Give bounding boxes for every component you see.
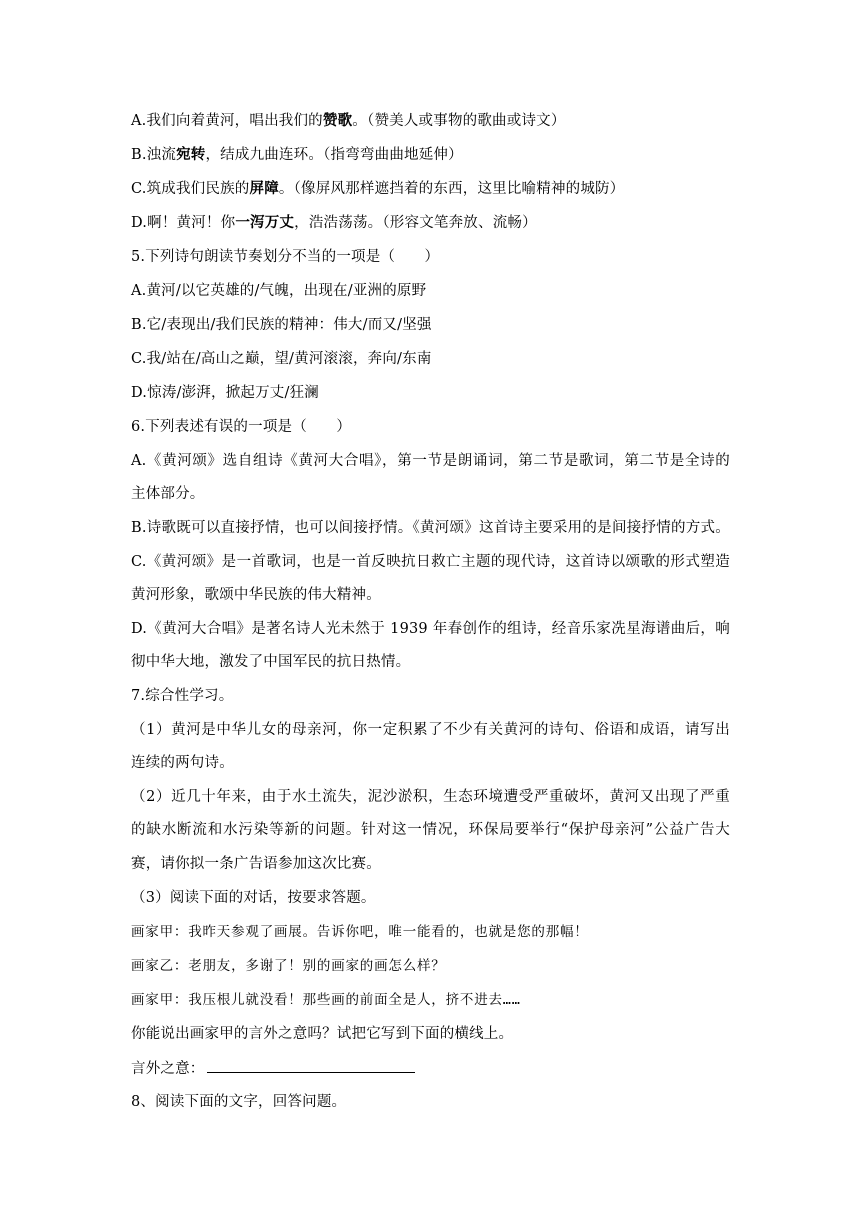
q4-option-d: D.啊！黄河！你一泻万丈，浩浩荡荡。（形容文笔奔放、流畅） [131, 214, 537, 231]
q6-option-c-line2: 黄河形象，歌颂中华民族的伟大精神。 [131, 587, 381, 603]
q5-option-a: A.黄河/以它英雄的/气魄，出现在/亚洲的原野 [131, 283, 427, 299]
q6-option-b: B.诗歌既可以直接抒情，也可以间接抒情。《黄河颂》这首诗主要采用的是间接抒情的方式。 [131, 520, 730, 536]
q4-option-a: A.我们向着黄河，唱出我们的赞歌。（赞美人或事物的歌曲或诗文） [131, 112, 566, 129]
q7-part1-line1: （1）黄河是中华儿女的母亲河，你一定积累了不少有关黄河的诗句、俗语和成语，请写出 [131, 722, 730, 738]
answer-label: 言外之意： [131, 1061, 205, 1077]
q4-option-b-word: 宛转 [176, 146, 206, 163]
q5-option-b: B.它/表现出/我们民族的精神：伟大/而又/坚强 [131, 317, 432, 333]
q7-stem: 7.综合性学习。 [131, 688, 234, 704]
q4-option-b: B.浊流宛转，结成九曲连环。（指弯弯曲曲地延伸） [131, 146, 463, 163]
q7-part2-line1: （2）近几十年来，由于水土流失，泥沙淤积，生态环境遭受严重破坏，黄河又出现了严重 [131, 789, 730, 805]
q6-stem: 6.下列表述有误的一项是（ ） [131, 419, 352, 435]
q4-option-c-word: 屏障 [249, 180, 279, 197]
dialog-line-2: 画家乙：老朋友，多谢了！别的画家的画怎么样？ [131, 958, 446, 974]
dialog-line-1: 画家甲：我昨天参观了画展。告诉你吧，唯一能看的，也就是您的那幅！ [131, 924, 589, 940]
q5-option-d: D.惊涛/澎湃，掀起万丈/狂澜 [131, 385, 319, 401]
q7-part3-stem: （3）阅读下面的对话，按要求答题。 [131, 890, 376, 906]
q6-option-c-line1: C.《黄河颂》是一首歌词，也是一首反映抗日救亡主题的现代诗，这首诗以颂歌的形式塑造 [131, 554, 730, 570]
q7-part2-line3: 赛，请你拟一条广告语参加这次比赛。 [131, 856, 381, 872]
q6-option-d-line1: D.《黄河大合唱》是著名诗人光未然于 1939 年春创作的组诗，经音乐家冼星海谱曲后，响 [131, 621, 730, 637]
answer-line [131, 1058, 415, 1079]
q8-stem: 8、阅读下面的文字，回答问题。 [131, 1094, 347, 1110]
q4-option-a-word: 赞歌 [322, 112, 353, 129]
q6-option-a-line1: A.《黄河颂》选自组诗《黄河大合唱》，第一节是朗诵词，第二节是歌词，第二节是全诗的 [131, 453, 730, 469]
q7-part1-line2: 连续的两句诗。 [131, 755, 234, 771]
answer-blank[interactable] [207, 1058, 415, 1073]
q7-part2-line2: 的缺水断流和水污染等新的问题。针对这一情况，环保局要举行“保护母亲河”公益广告大 [131, 822, 730, 838]
q6-option-a-line2: 主体部分。 [131, 486, 205, 502]
q7-part3-ask: 你能说出画家甲的言外之意吗？试把它写到下面的横线上。 [131, 1026, 514, 1042]
q5-stem: 5.下列诗句朗读节奏划分不当的一项是（ ） [131, 249, 440, 265]
q6-option-d-line2: 彻中华大地，激发了中国军民的抗日热情。 [131, 654, 411, 670]
q5-option-c: C.我/站在/高山之巅，望/黄河滚滚，奔向/东南 [131, 351, 432, 367]
dialog-line-3: 画家甲：我压根儿就没看！那些画的前面全是人，挤不进去…… [131, 992, 521, 1008]
q4-option-c: C.筑成我们民族的屏障。（像屏风那样遮挡着的东西，这里比喻精神的城防） [131, 180, 625, 197]
q4-option-d-word: 一泻万丈 [235, 214, 295, 231]
